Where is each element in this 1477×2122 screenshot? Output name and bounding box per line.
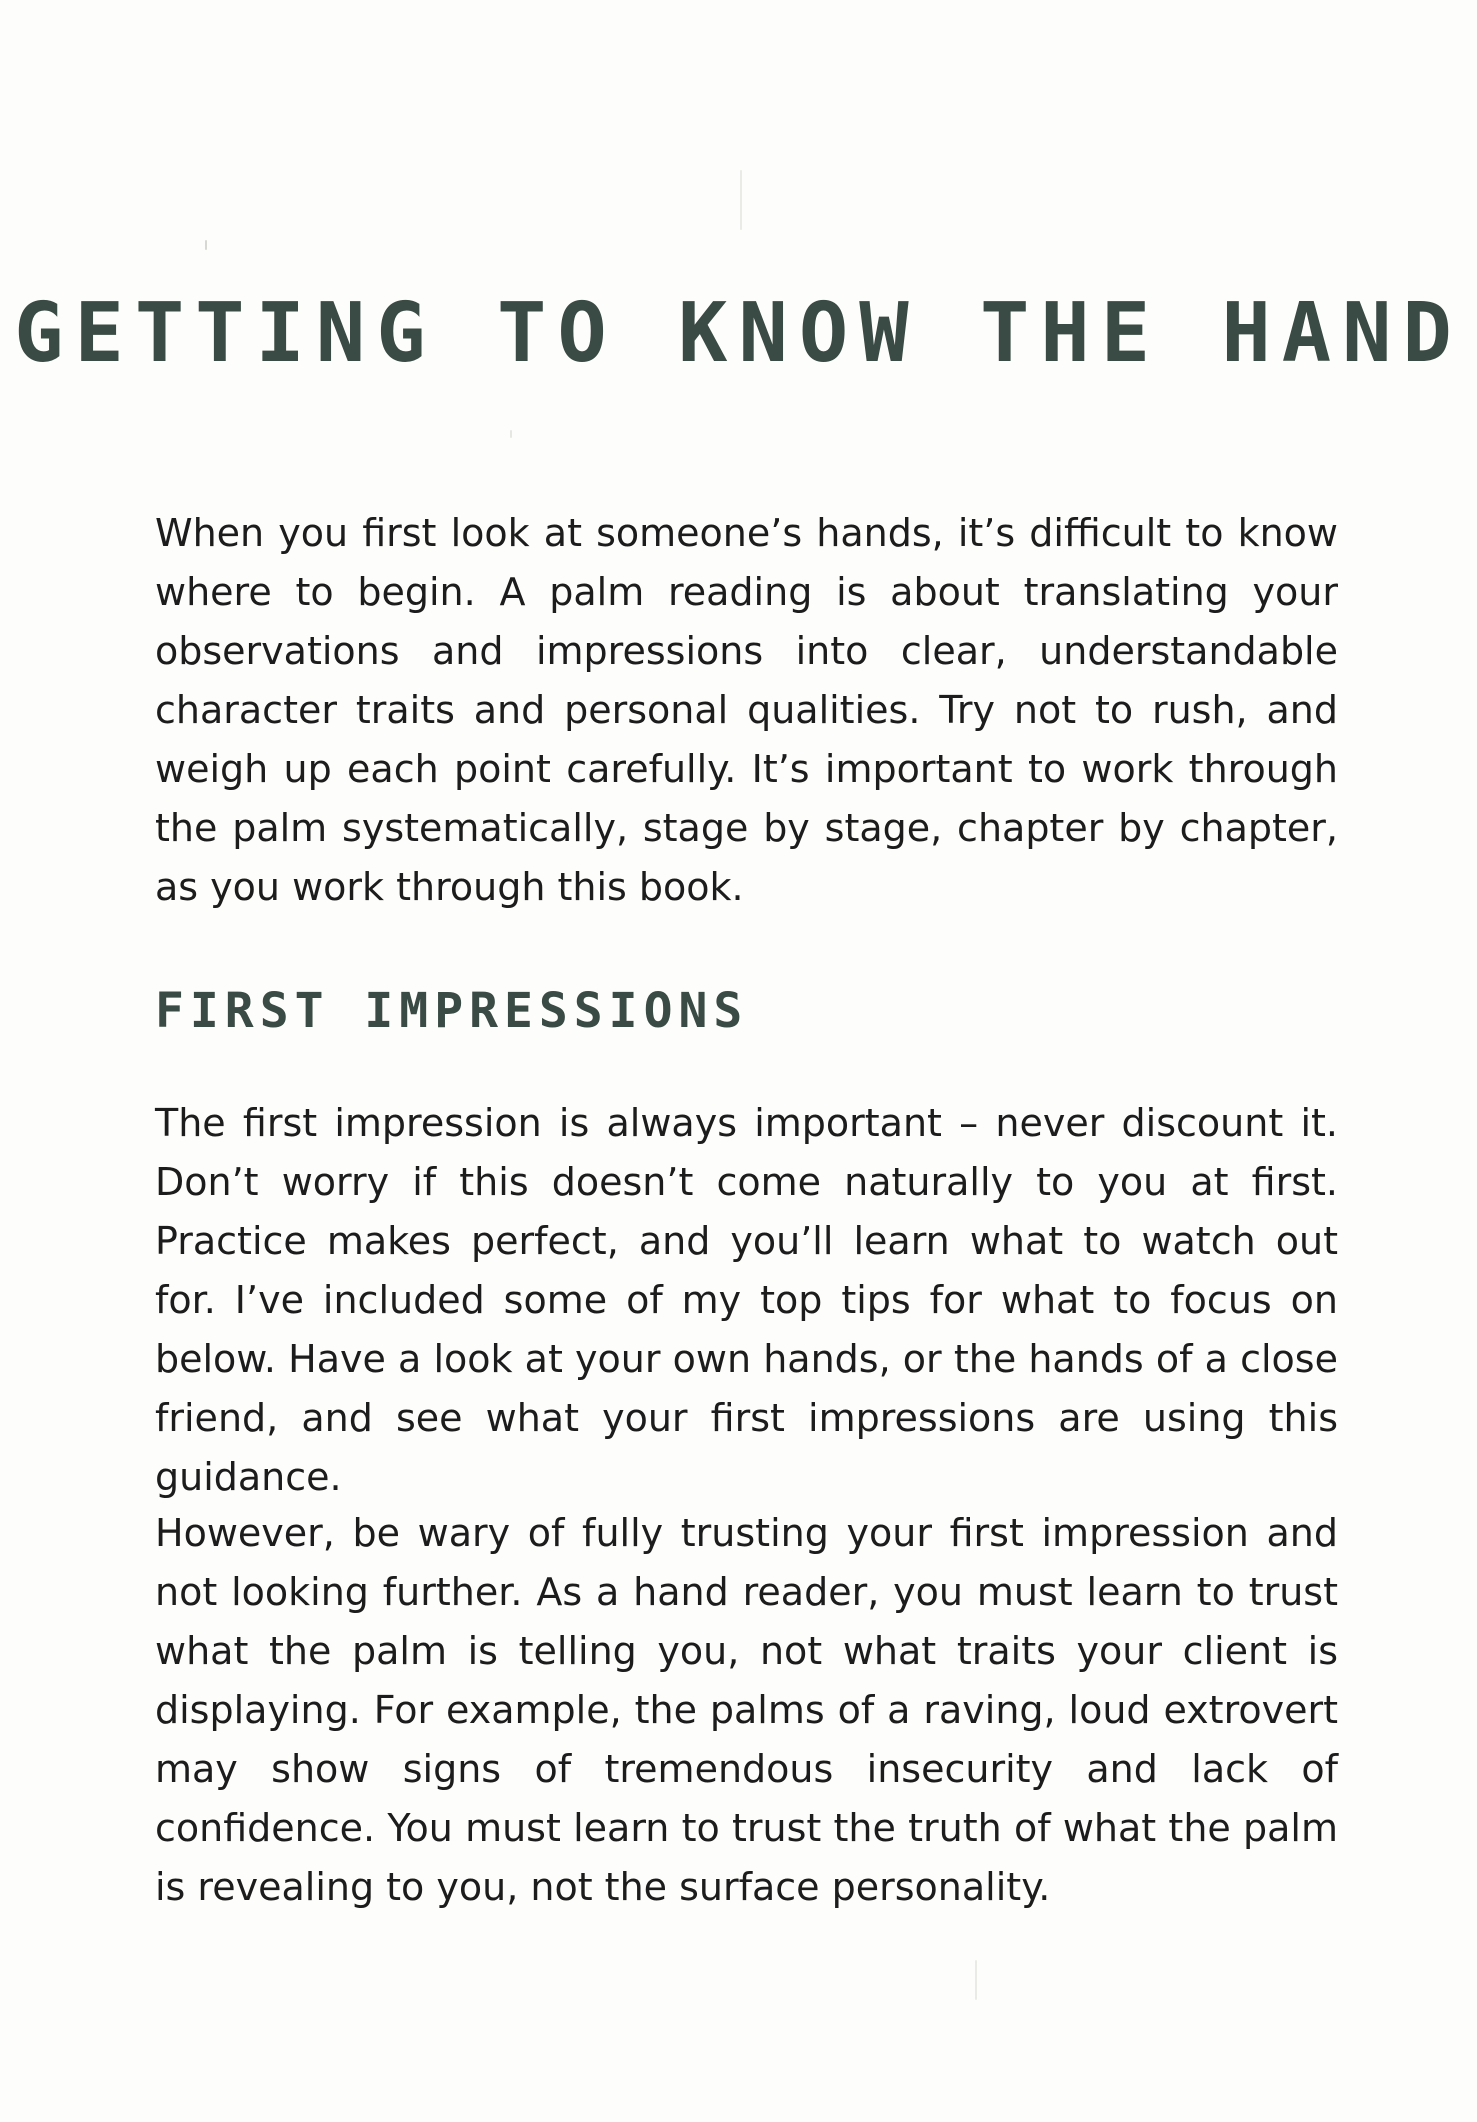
section-paragraph-2: However, be wary of fully trusting your first impression and not looking further. As a hand reader, you must learn to trust what the palm is telling you, not what traits your client is displaying. For example, the palms of a raving, loud extrovert may show signs of tremendous insecurity and lack of confidence. You must learn to trust the truth of what the palm is revealing to you, not the surface personality. bbox=[155, 1511, 1338, 1909]
page-title: GETTING TO KNOW THE HAND bbox=[14, 286, 1463, 381]
paper-speck bbox=[975, 1960, 977, 2000]
intro-paragraph: When you first look at someone’s hands, it’s difficult to know where to begin. A palm reading is about translating your observations and impressions into clear, understandable character traits and personal qualities. Try not to rush, and weigh up each point carefully. It’s important to work through the palm systematically, stage by stage, chapter by chapter, as you work through this book. bbox=[155, 511, 1338, 909]
paper-speck bbox=[510, 430, 512, 438]
paper-speck bbox=[740, 170, 742, 230]
section-heading: FIRST IMPRESSIONS bbox=[155, 983, 749, 1039]
paper-speck bbox=[205, 240, 207, 250]
section-paragraph-1: The first impression is always important – never discount it. Don’t worry if this doesn’t come naturally to you at first. Practice makes perfect, and you’ll learn what to watch out for. I’ve included some of my top tips for what to focus on below. Have a look at your own hands, or the hands of a close friend, and see what your first impressions are using this guidance. bbox=[155, 1101, 1338, 1499]
